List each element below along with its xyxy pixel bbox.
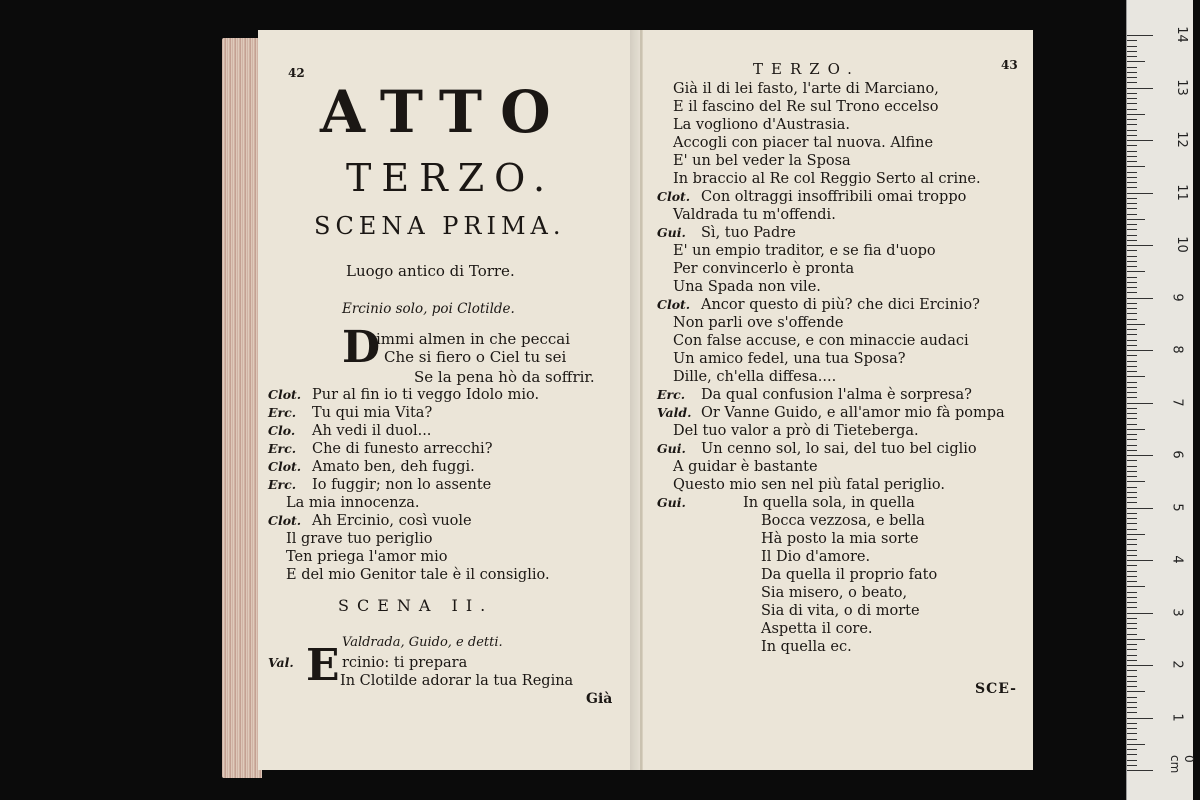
ruler-tick bbox=[1127, 392, 1137, 393]
ruler-tick bbox=[1127, 151, 1137, 152]
ruler-tick bbox=[1127, 639, 1145, 640]
dialogue-line: In braccio al Re col Reggio Serto al crine. bbox=[673, 171, 981, 187]
dialogue-line: Una Spada non vile. bbox=[673, 279, 821, 295]
ruler-tick bbox=[1127, 728, 1137, 729]
dialogue-line: E del mio Genitor tale è il consiglio. bbox=[286, 567, 550, 583]
dialogue-line: Da quella il proprio fato bbox=[761, 567, 938, 583]
ruler-tick bbox=[1127, 628, 1137, 629]
speaker-label: Vald. bbox=[657, 405, 692, 420]
ruler-number: 5 bbox=[1169, 502, 1185, 512]
ruler-tick bbox=[1127, 508, 1153, 509]
ruler-tick bbox=[1127, 455, 1153, 456]
setting-line: Luogo antico di Torre. bbox=[346, 262, 515, 280]
dialogue-line: Da qual confusion l'alma è sorpresa? bbox=[701, 387, 972, 403]
ruler-tick bbox=[1127, 219, 1145, 220]
dialogue-line: Ten priega l'amor mio bbox=[286, 549, 448, 565]
ruler-tick bbox=[1127, 413, 1137, 414]
act-heading: ATTO bbox=[320, 78, 569, 146]
dialogue-line: Già il di lei fasto, l'arte di Marciano, bbox=[673, 81, 939, 97]
open-book bbox=[222, 30, 1032, 778]
speaker-label: Clo. bbox=[268, 423, 296, 438]
dialogue-line: E' un empio traditor, e se fia d'uopo bbox=[673, 243, 936, 259]
speaker-label: Erc. bbox=[268, 441, 297, 456]
page-number-left: 42 bbox=[288, 66, 305, 80]
ruler-tick bbox=[1127, 744, 1145, 745]
ruler-tick bbox=[1127, 408, 1137, 409]
ruler-number: 4 bbox=[1169, 555, 1185, 564]
ruler-tick bbox=[1127, 403, 1153, 404]
dialogue-line: Un cenno sol, lo sai, del tuo bel ciglio bbox=[701, 441, 977, 457]
dialogue-line: Ah Ercinio, così vuole bbox=[312, 513, 472, 529]
ruler-number: 13 bbox=[1173, 78, 1189, 96]
dialogue-line: In quella ec. bbox=[761, 639, 852, 655]
ruler-tick bbox=[1127, 345, 1137, 346]
ruler-tick bbox=[1127, 140, 1153, 141]
ruler-number: 3 bbox=[1169, 607, 1185, 617]
ruler-tick bbox=[1127, 319, 1137, 320]
dialogue-line: Accogli con piacer tal nuova. Alfine bbox=[673, 135, 934, 151]
speaker-label: Erc. bbox=[268, 477, 297, 492]
ruler-tick bbox=[1127, 760, 1137, 761]
ruler-tick bbox=[1127, 487, 1137, 488]
ruler-tick bbox=[1127, 623, 1137, 624]
ruler-tick bbox=[1127, 313, 1137, 314]
ruler-tick bbox=[1127, 445, 1137, 446]
ruler-tick bbox=[1127, 340, 1137, 341]
ruler-tick bbox=[1127, 418, 1137, 419]
ruler-tick bbox=[1127, 450, 1137, 451]
right-page bbox=[642, 30, 1033, 770]
ruler-tick bbox=[1127, 518, 1137, 519]
running-head: TERZO. bbox=[753, 60, 860, 78]
dialogue-line: Sì, tuo Padre bbox=[701, 225, 796, 241]
ruler-tick bbox=[1127, 397, 1137, 398]
ruler-tick bbox=[1127, 98, 1137, 99]
dialogue-line: Tu qui mia Vita? bbox=[312, 405, 433, 421]
speaker-label: Clot. bbox=[268, 387, 302, 402]
dialogue-line: E il fascino del Re sul Trono eccelso bbox=[673, 99, 939, 115]
ruler-tick bbox=[1127, 586, 1145, 587]
ruler-tick bbox=[1127, 712, 1137, 713]
ruler-tick bbox=[1127, 376, 1145, 377]
scene-ii-heading: SCENA II. bbox=[338, 596, 494, 615]
ruler-tick bbox=[1127, 513, 1137, 514]
ruler-tick bbox=[1127, 229, 1137, 230]
ruler-tick bbox=[1127, 481, 1145, 482]
ruler-tick bbox=[1127, 334, 1137, 335]
ruler-tick bbox=[1127, 256, 1137, 257]
ruler-tick bbox=[1127, 77, 1137, 78]
drop-cap: D bbox=[342, 322, 381, 373]
ruler-tick bbox=[1127, 198, 1137, 199]
ruler-tick bbox=[1127, 529, 1137, 530]
ruler-tick bbox=[1127, 67, 1137, 68]
ruler-tick bbox=[1127, 82, 1137, 83]
dialogue-line: Un amico fedel, una tua Sposa? bbox=[673, 351, 906, 367]
ruler-tick bbox=[1127, 560, 1153, 561]
ruler-tick bbox=[1127, 371, 1137, 372]
dialogue-line: Amato ben, deh fuggi. bbox=[312, 459, 475, 475]
ruler-tick bbox=[1127, 691, 1145, 692]
ruler-tick bbox=[1127, 88, 1153, 89]
ruler-tick bbox=[1127, 460, 1137, 461]
ruler-tick bbox=[1127, 261, 1137, 262]
left-page bbox=[258, 30, 642, 770]
ruler-tick bbox=[1127, 602, 1137, 603]
ruler-tick bbox=[1127, 366, 1137, 367]
speaker-label: Clot. bbox=[657, 189, 691, 204]
ruler-tick bbox=[1127, 439, 1137, 440]
dialogue-line: Sia misero, o beato, bbox=[761, 585, 908, 601]
ruler-tick bbox=[1127, 208, 1137, 209]
catchword-left: Già bbox=[586, 691, 613, 707]
ruler-tick bbox=[1127, 350, 1153, 351]
ruler-tick bbox=[1127, 770, 1153, 771]
ruler-tick bbox=[1127, 282, 1137, 283]
dialogue-line: A guidar è bastante bbox=[673, 459, 818, 475]
ruler-unit-label: 0 cm bbox=[1168, 755, 1196, 774]
ruler-tick bbox=[1127, 466, 1137, 467]
dialogue-line: Or Vanne Guido, e all'amor mio fà pompa bbox=[701, 405, 1005, 421]
ruler-tick bbox=[1127, 61, 1145, 62]
ruler-tick bbox=[1127, 271, 1145, 272]
ruler-tick bbox=[1127, 697, 1137, 698]
ruler-tick bbox=[1127, 492, 1137, 493]
ruler-tick bbox=[1127, 471, 1137, 472]
ruler-tick bbox=[1127, 644, 1137, 645]
dialogue-line: Bocca vezzosa, e bella bbox=[761, 513, 925, 529]
ruler-tick bbox=[1127, 114, 1145, 115]
ruler-tick bbox=[1127, 550, 1137, 551]
ruler-tick bbox=[1127, 749, 1137, 750]
ruler-tick bbox=[1127, 649, 1137, 650]
ruler-tick bbox=[1127, 702, 1137, 703]
dialogue-line: In Clotilde adorar la tua Regina bbox=[340, 673, 574, 689]
drop-cap: E bbox=[306, 640, 340, 691]
ruler-tick bbox=[1127, 224, 1137, 225]
ruler-tick bbox=[1127, 72, 1137, 73]
ruler-tick bbox=[1127, 245, 1153, 246]
ruler-tick bbox=[1127, 240, 1137, 241]
ruler-tick bbox=[1127, 655, 1137, 656]
ruler-tick bbox=[1127, 172, 1137, 173]
ruler-tick bbox=[1127, 544, 1137, 545]
dialogue-line: Pur al fin io ti veggo Idolo mio. bbox=[312, 387, 540, 403]
ruler-number: 7 bbox=[1169, 397, 1185, 407]
speaker-label: Gui. bbox=[657, 441, 686, 456]
ruler-tick bbox=[1127, 765, 1137, 766]
ruler-tick bbox=[1127, 565, 1137, 566]
ruler-number: 9 bbox=[1169, 292, 1185, 302]
dialogue-line: In quella sola, in quella bbox=[743, 495, 915, 511]
dialogue-line: Con false accuse, e con minaccie audaci bbox=[673, 333, 969, 349]
dialogue-line: rcinio: ti prepara bbox=[342, 655, 468, 671]
dialogue-line: Aspetta il core. bbox=[761, 621, 873, 637]
ruler-tick bbox=[1127, 40, 1137, 41]
ruler-tick bbox=[1127, 660, 1137, 661]
ruler-tick bbox=[1127, 387, 1137, 388]
ruler-number: 1 bbox=[1169, 712, 1185, 722]
ruler-tick bbox=[1127, 754, 1137, 755]
speaker-label: Clot. bbox=[268, 459, 302, 474]
catchword-right: SCE- bbox=[975, 681, 1017, 697]
dialogue-line: Valdrada tu m'offendi. bbox=[673, 207, 836, 223]
page-number-right: 43 bbox=[1001, 58, 1018, 72]
ruler-tick bbox=[1127, 502, 1137, 503]
measuring-ruler bbox=[1126, 0, 1196, 800]
ruler-tick bbox=[1127, 670, 1137, 671]
ruler-tick bbox=[1127, 145, 1137, 146]
ruler-tick bbox=[1127, 733, 1137, 734]
speaker-label: Gui. bbox=[657, 495, 686, 510]
ruler-tick bbox=[1127, 707, 1137, 708]
ruler-tick bbox=[1127, 109, 1137, 110]
ruler-number: 10 bbox=[1173, 236, 1189, 253]
ruler-tick bbox=[1127, 618, 1137, 619]
ruler-tick bbox=[1127, 723, 1137, 724]
ruler-number: 14 bbox=[1173, 26, 1189, 43]
ruler-tick bbox=[1127, 287, 1137, 288]
dialogue-line: Dille, ch'ella diffesa.... bbox=[673, 369, 837, 385]
ruler-tick bbox=[1127, 361, 1137, 362]
ruler-tick bbox=[1127, 250, 1137, 251]
speaker-label: Erc. bbox=[657, 387, 686, 402]
ruler-tick bbox=[1127, 292, 1137, 293]
ruler-tick bbox=[1127, 266, 1137, 267]
characters-line: Ercinio solo, poi Clotilde. bbox=[342, 301, 515, 317]
ruler-tick bbox=[1127, 382, 1137, 383]
ruler-tick bbox=[1127, 166, 1145, 167]
dialogue-line: Con oltraggi insoffribili omai troppo bbox=[701, 189, 967, 205]
speaker-label: Clot. bbox=[268, 513, 302, 528]
ruler-tick bbox=[1127, 119, 1137, 120]
dialogue-line: Del tuo valor a prò di Tieteberga. bbox=[673, 423, 919, 439]
dialogue-line: Il grave tuo periglio bbox=[286, 531, 433, 547]
dialogue-line: Sia di vita, o di morte bbox=[761, 603, 920, 619]
dialogue-line: Che di funesto arrecchi? bbox=[312, 441, 493, 457]
ruler-tick bbox=[1127, 56, 1137, 57]
ruler-tick bbox=[1127, 329, 1137, 330]
ruler-tick bbox=[1127, 308, 1137, 309]
dialogue-line: Ah vedi il duol... bbox=[312, 423, 432, 439]
ruler-number: 2 bbox=[1169, 660, 1185, 669]
ruler-tick bbox=[1127, 193, 1153, 194]
ruler-number: 12 bbox=[1173, 131, 1189, 148]
ruler-tick bbox=[1127, 476, 1137, 477]
dialogue-line: Questo mio sen nel più fatal periglio. bbox=[673, 477, 945, 493]
page-edges bbox=[222, 38, 262, 778]
dialogue-line: Per convincerlo è pronta bbox=[673, 261, 855, 277]
ruler-tick bbox=[1127, 161, 1137, 162]
ruler-tick bbox=[1127, 298, 1153, 299]
ruler-tick bbox=[1127, 156, 1137, 157]
ruler-tick bbox=[1127, 571, 1137, 572]
ruler-tick bbox=[1127, 93, 1137, 94]
scene-heading: SCENA PRIMA. bbox=[314, 212, 566, 240]
ruler-tick bbox=[1127, 718, 1153, 719]
dialogue-line: Non parli ove s'offende bbox=[673, 315, 844, 331]
dialogue-line: E' un bel veder la Sposa bbox=[673, 153, 851, 169]
ruler-tick bbox=[1127, 534, 1145, 535]
ruler-tick bbox=[1127, 46, 1137, 47]
ruler-tick bbox=[1127, 177, 1137, 178]
ruler-tick bbox=[1127, 277, 1137, 278]
ruler-tick bbox=[1127, 581, 1137, 582]
ruler-number: 6 bbox=[1169, 450, 1185, 459]
dialogue-line: Hà posto la mia sorte bbox=[761, 531, 919, 547]
ruler-number: 11 bbox=[1173, 183, 1189, 201]
ruler-tick bbox=[1127, 303, 1137, 304]
ruler-tick bbox=[1127, 434, 1137, 435]
ruler-tick bbox=[1127, 203, 1137, 204]
characters-line-2: Valdrada, Guido, e detti. bbox=[342, 635, 503, 650]
ruler-tick bbox=[1127, 539, 1137, 540]
ruler-tick bbox=[1127, 681, 1137, 682]
ruler-tick bbox=[1127, 676, 1137, 677]
ruler-tick bbox=[1127, 424, 1137, 425]
ruler-tick bbox=[1127, 613, 1153, 614]
speaker-label: Clot. bbox=[657, 297, 691, 312]
ruler-tick bbox=[1127, 124, 1137, 125]
ruler-tick bbox=[1127, 214, 1137, 215]
ruler-number: 8 bbox=[1169, 345, 1185, 354]
ruler-tick bbox=[1127, 607, 1137, 608]
ruler-tick bbox=[1127, 103, 1137, 104]
ruler-tick bbox=[1127, 634, 1137, 635]
speaker-label: Erc. bbox=[268, 405, 297, 420]
ruler-tick bbox=[1127, 355, 1137, 356]
dialogue-line: Il Dio d'amore. bbox=[761, 549, 871, 565]
dialogue-line: La vogliono d'Austrasia. bbox=[673, 117, 851, 133]
ruler-tick bbox=[1127, 187, 1137, 188]
dialogue-line: La mia innocenza. bbox=[286, 495, 420, 511]
ruler-tick bbox=[1127, 135, 1137, 136]
ruler-tick bbox=[1127, 592, 1137, 593]
ruler-tick bbox=[1127, 597, 1137, 598]
verse-line: Che si fiero o Ciel tu sei bbox=[384, 348, 567, 366]
ruler-tick bbox=[1127, 429, 1145, 430]
ruler-tick bbox=[1127, 665, 1153, 666]
speaker-label: Gui. bbox=[657, 225, 686, 240]
verse-line: Se la pena hò da soffrir. bbox=[414, 368, 595, 386]
ruler-tick bbox=[1127, 130, 1137, 131]
ruler-tick bbox=[1127, 35, 1153, 36]
ruler-tick bbox=[1127, 182, 1137, 183]
ruler-tick bbox=[1127, 235, 1137, 236]
speaker-val: Val. bbox=[268, 655, 294, 670]
ruler-tick bbox=[1127, 51, 1137, 52]
act-number: TERZO. bbox=[346, 156, 556, 200]
dialogue-line: Ancor questo di più? che dici Ercinio? bbox=[701, 297, 980, 313]
dialogue-line: Io fuggir; non lo assente bbox=[312, 477, 492, 493]
ruler-tick bbox=[1127, 555, 1137, 556]
ruler-tick bbox=[1127, 739, 1137, 740]
ruler-tick bbox=[1127, 324, 1145, 325]
ruler-tick bbox=[1127, 523, 1137, 524]
ruler-tick bbox=[1127, 686, 1137, 687]
verse-line: immi almen in che peccai bbox=[376, 330, 571, 348]
ruler-tick bbox=[1127, 497, 1137, 498]
ruler-tick bbox=[1127, 576, 1137, 577]
